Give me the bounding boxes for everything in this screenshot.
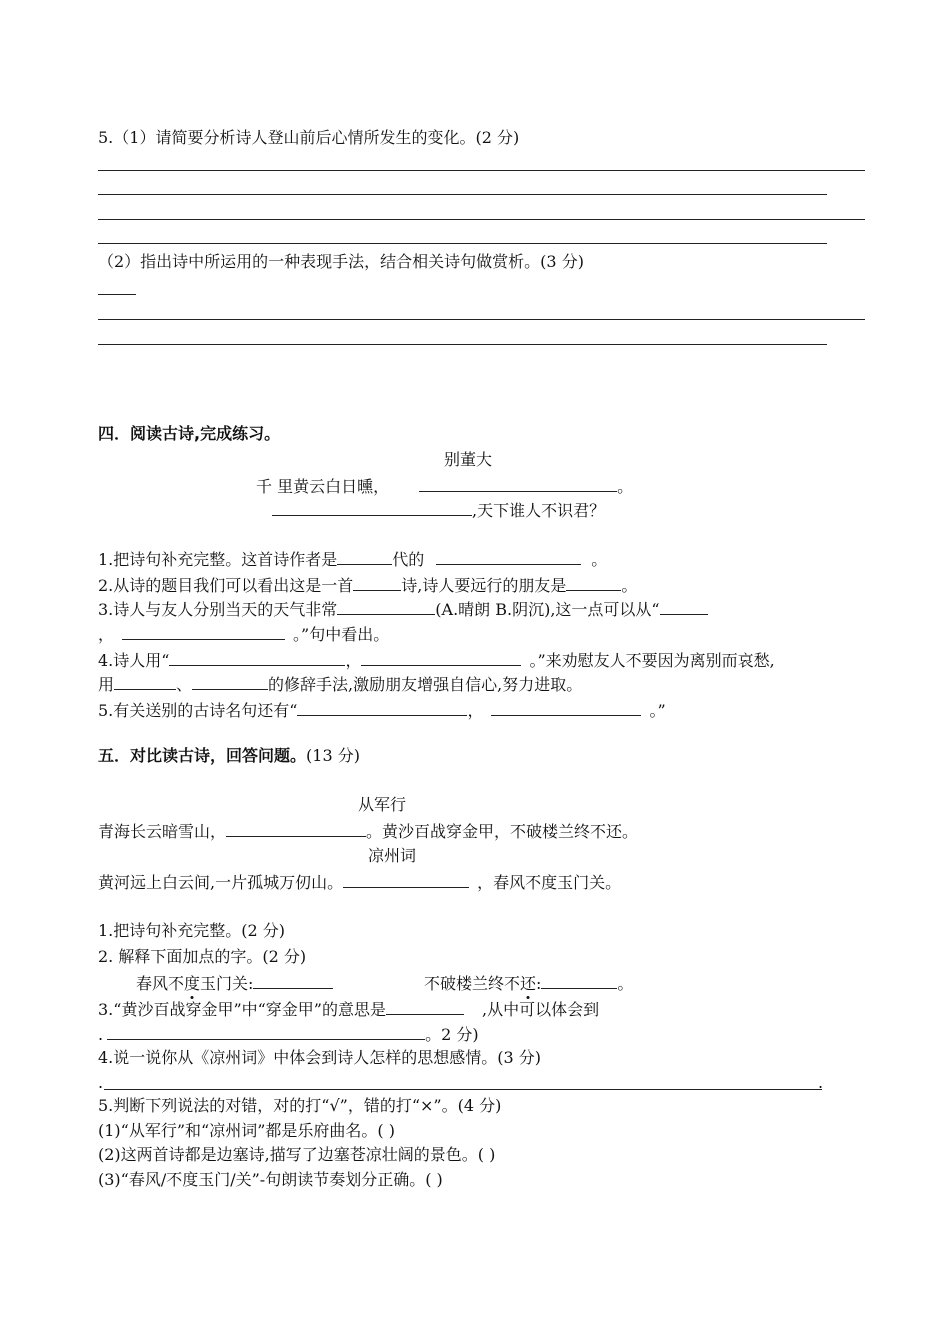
poem-blank[interactable]	[343, 871, 469, 888]
poem1-title: 从军行	[358, 795, 407, 814]
q5-part2: （2）指出诗中所运用的一种表现手法，结合相关诗句做赏析。(3 分)	[98, 252, 584, 271]
s5-q5-item2: (2)这两首诗都是边塞诗,描写了边塞苍凉壮阔的景色。( )	[98, 1145, 496, 1164]
answer-blank[interactable]	[122, 623, 285, 640]
q5-part1: 5.（1）请简要分析诗人登山前后心情所发生的变化。(2 分)	[98, 128, 520, 147]
s4-q5: 5.有关送别的古诗名句还有“ ， 。”	[98, 701, 666, 720]
s5-q2-item1: 春风不度玉门关:	[136, 972, 333, 994]
answer-line[interactable]	[98, 319, 865, 320]
section5-heading: 五．对比读古诗，回答问题。(13 分)	[98, 746, 360, 765]
s5-q4: 4.说一说你从《凉州词》中体会到诗人怎样的思想感情。(3 分)	[98, 1048, 542, 1067]
s4-q1: 1.把诗句补充完整。这首诗作者是 代的 。	[98, 550, 608, 569]
s4-q4: 4.诗人用“ ， 。”来劝慰友人不要因为离别而哀愁,	[98, 651, 775, 670]
answer-line[interactable]	[98, 344, 827, 345]
poem-title: 别董大	[444, 450, 493, 469]
answer-blank[interactable]	[253, 972, 333, 989]
poem-blank[interactable]	[226, 820, 366, 837]
section4-heading: 四．阅读古诗,完成练习。	[98, 424, 281, 443]
poem-blank[interactable]	[272, 499, 472, 516]
answer-blank[interactable]	[660, 598, 708, 615]
answer-blank[interactable]	[491, 699, 641, 716]
answer-blank[interactable]	[386, 998, 464, 1015]
s5-q2-item2: 不破楼兰终不还: 。	[424, 974, 634, 993]
poem2-title: 凉州词	[368, 846, 417, 865]
dotted-char: 还	[520, 974, 537, 993]
s5-q1: 1.把诗句补充完整。(2 分)	[98, 921, 286, 940]
answer-blank[interactable]	[114, 673, 176, 690]
answer-blank[interactable]	[436, 548, 581, 565]
s5-q2: 2. 解释下面加点的字。(2 分)	[98, 947, 307, 966]
s4-q3-cont: ， 。”句中看出。	[98, 625, 390, 644]
poem1-line: 青海长云暗雪山， 。黄沙百战穿金甲，不破楼兰终不还。	[98, 822, 639, 841]
answer-line[interactable]	[98, 294, 136, 295]
answer-line[interactable]	[98, 243, 827, 244]
s5-q5: 5.判断下列说法的对错，对的打“√”，错的打“×”。(4 分)	[98, 1096, 502, 1115]
s5-q4-dot-left: .	[98, 1073, 104, 1092]
answer-blank[interactable]	[192, 673, 268, 690]
answer-blank[interactable]	[337, 548, 392, 565]
dotted-char: 度	[184, 974, 201, 993]
answer-blank[interactable]	[541, 972, 617, 989]
answer-line[interactable]	[98, 219, 865, 220]
answer-blank[interactable]	[107, 1023, 425, 1040]
poem2-line: 黄河远上白云间,一片孤城万仞山。 ，春风不度玉门关。	[98, 873, 622, 892]
poem-line-1: 千 里黄云白日曛， 。	[256, 477, 634, 496]
answer-blank[interactable]	[169, 649, 345, 666]
answer-blank[interactable]	[361, 649, 521, 666]
s5-q5-item3: (3)“春风/不度玉门/关”-句朗读节奏划分正确。( )	[98, 1170, 443, 1189]
s5-q5-item1: (1)“从军行”和“凉州词”都是乐府曲名。( )	[98, 1121, 395, 1140]
s4-q3: 3.诗人与友人分别当天的天气非常 (A.晴朗 B.阴沉),这一点可以从“	[98, 598, 708, 620]
answer-blank[interactable]	[353, 574, 401, 591]
answer-line[interactable]	[104, 1089, 822, 1090]
answer-blank[interactable]	[297, 699, 467, 716]
answer-line[interactable]	[98, 194, 827, 195]
s5-q3: 3.“黄沙百战穿金甲”中“穿金甲”的意思是 ,从中可以体会到	[98, 1000, 600, 1019]
answer-blank[interactable]	[337, 598, 435, 615]
answer-blank[interactable]	[566, 574, 621, 591]
poem-blank[interactable]	[419, 475, 617, 492]
answer-line[interactable]	[98, 170, 865, 171]
s5-q3-cont: . 。2 分)	[98, 1025, 479, 1044]
s5-q4-dot-right: .	[818, 1073, 824, 1092]
s4-q4-cont: 用 、 的修辞手法,激励朋友增强自信心,努力进取。	[98, 675, 583, 694]
s4-q2: 2.从诗的题目我们可以看出这是一首 诗,诗人要远行的朋友是 。	[98, 576, 638, 595]
poem-line-2: ,天下谁人不识君？	[272, 499, 605, 521]
